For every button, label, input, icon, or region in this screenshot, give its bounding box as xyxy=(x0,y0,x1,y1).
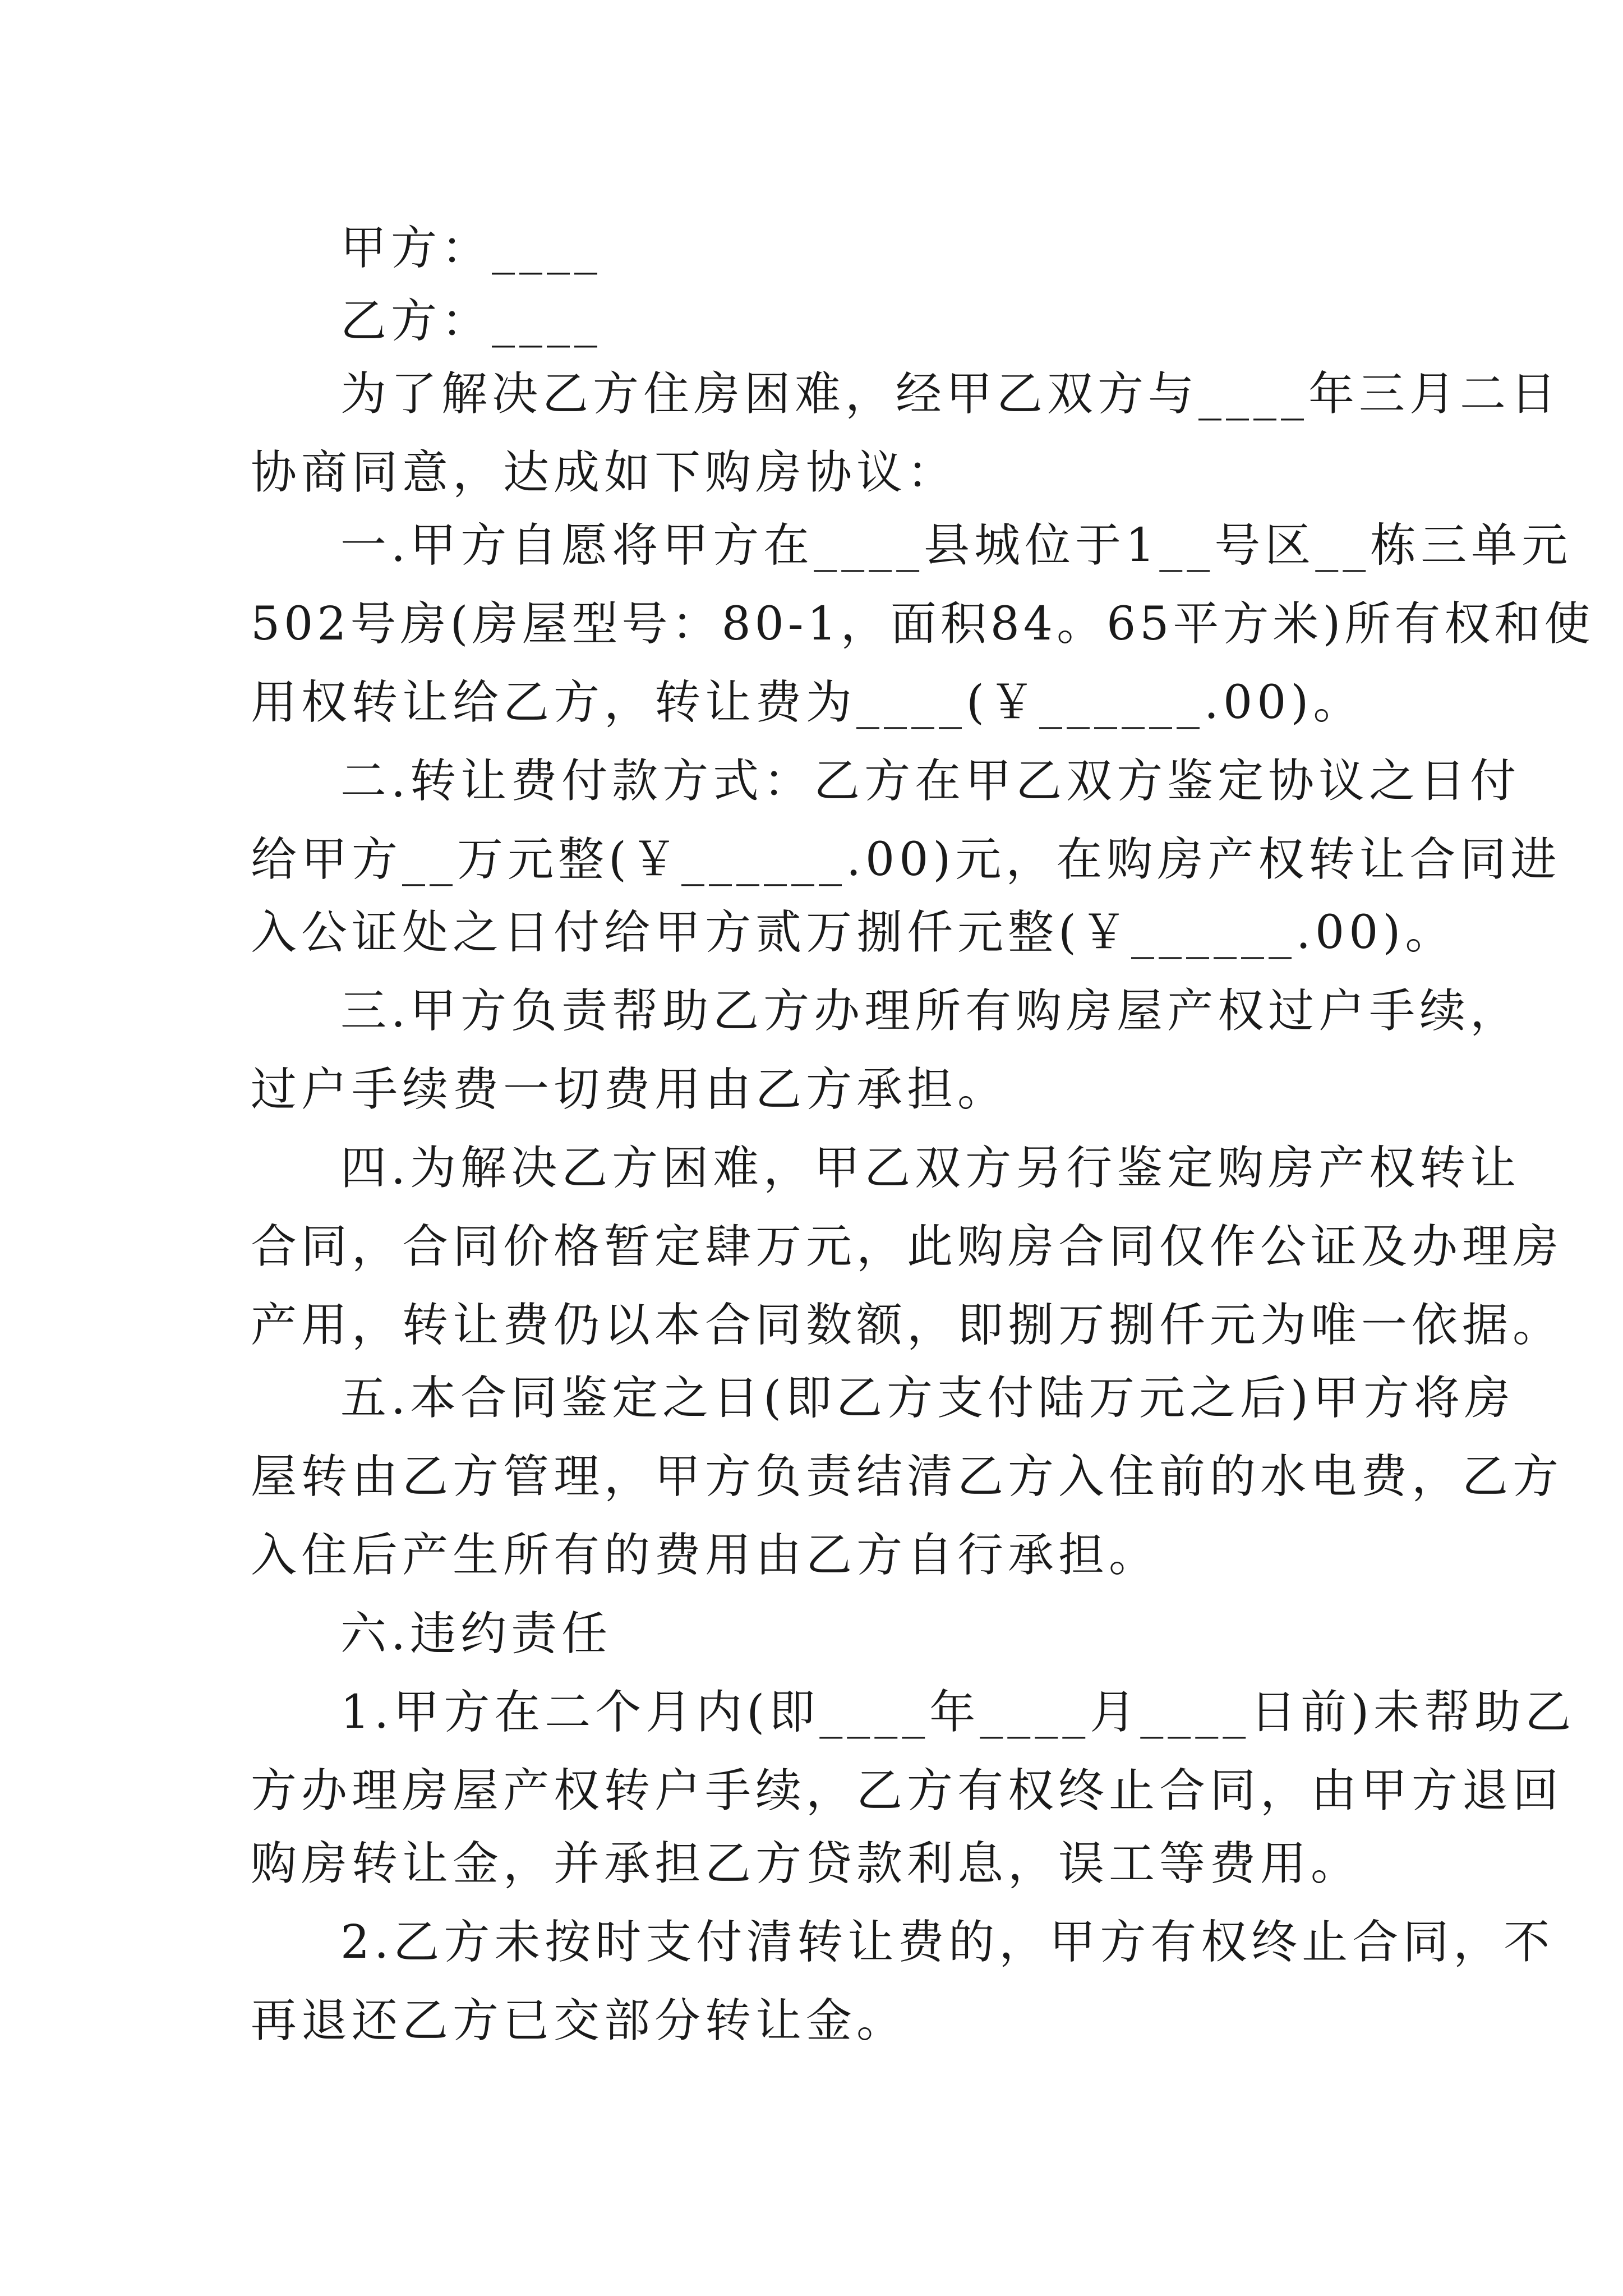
clause-2-line-3: 入公证处之日付给甲方贰万捌仟元整(￥______.00)。 xyxy=(251,906,1456,959)
party-a-line: 甲方：____ xyxy=(340,222,602,275)
intro-line-2: 协商同意，达成如下购房协议： xyxy=(251,446,958,499)
clause-6-item-2-line-2: 再退还乙方已交部分转让金。 xyxy=(251,1994,907,2047)
clause-3-line-2: 过户手续费一切费用由乙方承担。 xyxy=(251,1063,1008,1116)
clause-4-line-1: 四.为解决乙方困难，甲乙双方另行鉴定购房产权转让 xyxy=(340,1142,1521,1195)
clause-1-line-1: 一.甲方自愿将甲方在____县城位于1__号区__栋三单元 xyxy=(340,519,1573,572)
clause-2-line-1: 二.转让费付款方式：乙方在甲乙双方鉴定协议之日付 xyxy=(340,754,1521,808)
clause-6-item-1-line-2: 方办理房屋产权转户手续，乙方有权终止合同，由甲方退回 xyxy=(251,1764,1564,1818)
clause-6-item-1-line-1: 1.甲方在二个月内(即____年____月____日前)未帮助乙 xyxy=(340,1686,1576,1739)
clause-1-line-3: 用权转让给乙方，转让费为____(￥______.00)。 xyxy=(251,676,1364,729)
clause-5-line-3: 入住后产生所有的费用由乙方自行承担。 xyxy=(251,1529,1160,1582)
clause-3-line-1: 三.甲方负责帮助乙方办理所有购房屋产权过户手续， xyxy=(340,984,1521,1038)
clause-6-item-1-line-3: 购房转让金，并承担乙方贷款利息，误工等费用。 xyxy=(251,1837,1362,1890)
intro-line-1: 为了解决乙方住房困难，经甲乙双方与____年三月二日 xyxy=(340,367,1561,421)
clause-6-heading: 六.违约责任 xyxy=(340,1607,612,1660)
clause-5-line-1: 五.本合同鉴定之日(即乙方支付陆万元之后)甲方将房 xyxy=(340,1372,1515,1425)
clause-5-line-2: 屋转由乙方管理，甲方负责结清乙方入住前的水电费，乙方 xyxy=(251,1450,1564,1503)
clause-6-item-2-line-1: 2.乙方未按时支付清转让费的，甲方有权终止合同，不 xyxy=(340,1916,1555,1969)
clause-4-line-3: 产用，转让费仍以本合同数额，即捌万捌仟元为唯一依据。 xyxy=(251,1299,1564,1352)
clause-1-line-2: 502号房(房屋型号：80-1，面积84。65平方米)所有权和使 xyxy=(251,597,1594,651)
clause-4-line-2: 合同，合同价格暂定肆万元，此购房合同仅作公证及办理房 xyxy=(251,1220,1564,1273)
clause-2-line-2: 给甲方__万元整(￥______.00)元，在购房产权转让合同进 xyxy=(251,833,1561,886)
party-b-line: 乙方：____ xyxy=(340,295,602,348)
